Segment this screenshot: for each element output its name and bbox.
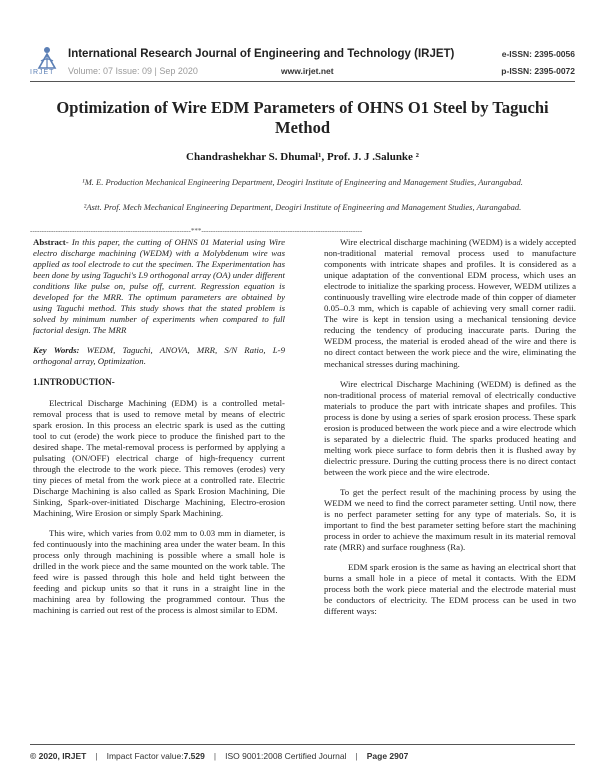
journal-title: International Research Journal of Engineering and Technology (IRJET): [68, 48, 455, 60]
keywords-text: WEDM, Taguchi, ANOVA, MRR, S/N Ratio, L-9 orthogonal array, Optimization.: [33, 345, 285, 367]
iso-certification: ISO 9001:2008 Certified Journal: [225, 751, 347, 761]
impact-factor-label: Impact Factor value:: [106, 751, 184, 761]
paragraph: Wire electrical discharge machining (WEDM) is a widely accepted non-traditional material removal process used to manufacture components with intricate shapes and profiles. It is considered as a unique adaptation of the conventional EDM process, which uses an electrode to initialize the sparking process. However, WEDM utilizes a continuously travelling wire electrode made of thin copper of diameter 0.05–0.3 mm, which is capable of achieving very small corner radii. The wire is kept in tension using a mechanical tensioning device reducing the tendency of producing inaccurate parts. During the WEDM process, the material is eroded ahead of the wire and there is no direct contact between the work piece and the wire, eliminating the mechanical stresses during machining.: [324, 237, 576, 369]
paper-authors: Chandrashekhar S. Dhumal¹, Prof. J. J .Salunke ²: [186, 151, 419, 163]
paragraph: Wire electrical Discharge Machining (WEDM) is defined as the non-traditional process of material removal of electrically conductive materials to produce the part with intricate shapes and profiles. This process is done by using a series of spark erosion process. These spark erosion is produced between the work piece and a wire electrode which is separated by a dielectric fluid. The sparks produced heating and melting work piece surface to form debris then it is flushed away by dielectric pressure. During the cutting process there is no direct contact between the work piece and the wire electrode.: [324, 378, 576, 477]
affiliation-2: ²Astt. Prof. Mech Mechanical Engineering Department, Deogiri Institute of Engineering and Management Studies, Aurangabad.: [83, 202, 522, 212]
e-issn: e-ISSN: 2395-0056: [501, 49, 575, 59]
header-rule: [30, 81, 575, 82]
p-issn: p-ISSN: 2395-0072: [501, 66, 575, 76]
keywords: [33, 345, 285, 367]
journal-header: [30, 44, 575, 82]
logo-text: IRJET: [30, 69, 55, 76]
abstract: [33, 237, 285, 336]
paragraph: Electrical Discharge Machining (EDM) is a controlled metal-removal process that is used to remove metal by means of electric spark erosion. In this process an electric spark is used as the cutting tool to cut (erode) the work piece to produce the finished part to the desired shape. The metal-removal process is performed by applying a pulsating (ON/OFF) electrical charge of high-frequency current through the electrode to the work piece. This removes (erodes) very tiny pieces of metal from the work piece at a controlled rate. Electric Discharge Machining is also called as Spark Erosion Machining, Die Sinking, Spark-over-initiated Discharge Machining, Electro-erosion Machining, Wire Erosion or simply Spark Machining.: [33, 397, 285, 519]
section-heading-introduction: 1.INTRODUCTION-: [33, 376, 115, 387]
paragraph: EDM spark erosion is the same as having an electrical short that burns a small hole in a piece of metal it contacts. With the EDM process both the work piece material and the electrode material must be conductors of electricity. The EDM process can be used in two different ways:: [324, 562, 576, 617]
abstract-label: Abstract: [33, 237, 66, 247]
right-column: [324, 237, 576, 627]
keywords-label: Key Words:: [33, 345, 80, 356]
affiliation-1: ¹M. E. Production Mechanical Engineering Department, Deogiri Institute of Engineering and Management Studies, Aurangabad.: [82, 177, 523, 187]
page-number: Page 2907: [366, 751, 409, 761]
footer-rule: [30, 744, 575, 745]
left-column: [33, 237, 285, 625]
journal-footer: © 2020, IRJET | Impact Factor value:7.529 | ISO 9001:2008 Certified Journal | Page 2907: [30, 751, 409, 761]
impact-factor-value: 7.529: [183, 751, 205, 761]
paragraph: This wire, which varies from 0.02 mm to 0.03 mm in diameter, is fed continuously into the machining area under the water beam. In this process only through machining is possible where a small hole is drilled in the work piece and the same mounted on the work table. The feed wire is passed through this hole and held tight between the feeding and pickup units so that it runs in a straight line in the machining area by following the programmed contour. Thus the machining is carried out rest of the process is almost similar to EDM.: [33, 528, 285, 616]
paper-title: Optimization of Wire EDM Parameters of OHNS O1 Steel by Taguchi Method: [56, 98, 549, 137]
volume-issue: Volume: 07 Issue: 09 | Sep 2020: [68, 66, 198, 76]
website-link[interactable]: www.irjet.net: [281, 66, 334, 76]
paragraph: To get the perfect result of the machining process by using the WEDM we need to find the correct parameter setting. Until now, there is no perfect parameter setting for any type of materials. So, it is important to find the best parameter setting before start the machining process in order to achieve the maximum result in its material removal rate (MRR) and surface roughness (Ra).: [324, 486, 576, 553]
copyright: © 2020, IRJET: [30, 751, 87, 761]
section-separator: ---------------------------------------------------------------------***---------------------------------------------------------------------: [30, 227, 363, 235]
abstract-text: - In this paper, the cutting of OHNS 01 Material using Wire electro discharge machining (WEDM) with a Molybdenum wire was applied as tool electrode to cut the specimen. The Experimentation has been done by using Taguchi's L9 orthogonal array (OA) under different conditions like pulse on, pulse off, current. Regression equation is developed for the MRR. The optimum parameters are obtained by using Taguchi method. This study shows that the stated problem is solved by minimum number of experiments when compared to full factorial design. The MRR: [33, 237, 285, 336]
